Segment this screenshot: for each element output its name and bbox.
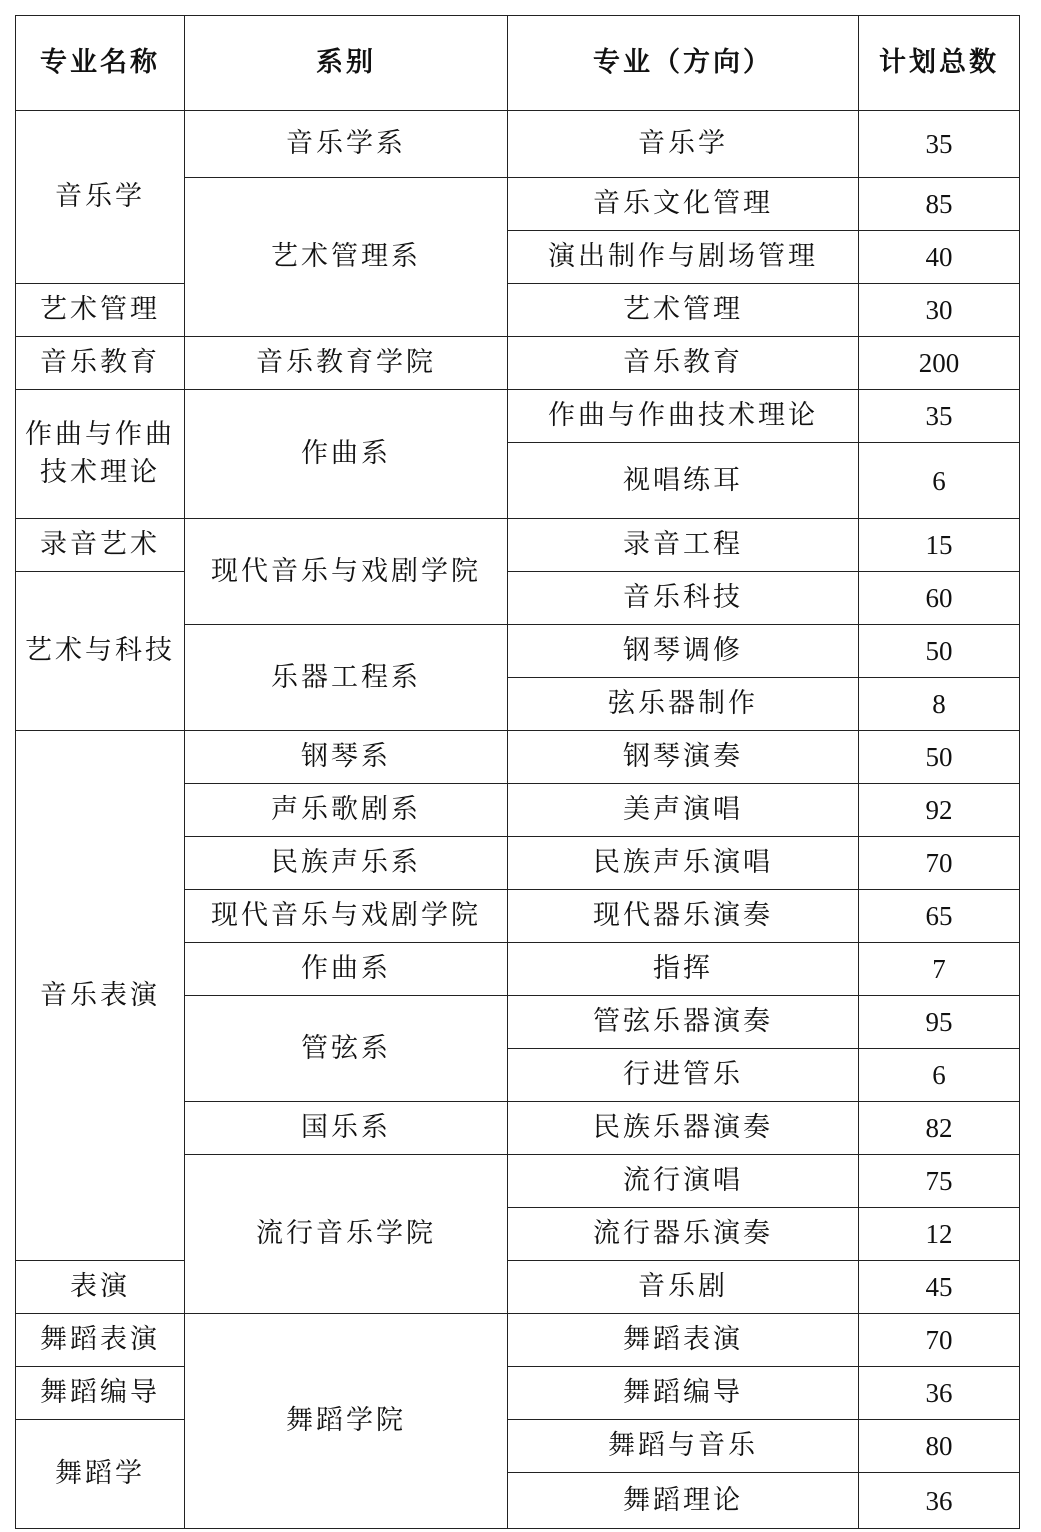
major-cell: 录音艺术 — [16, 519, 185, 572]
department-cell: 作曲系 — [185, 390, 508, 519]
direction-cell: 民族乐器演奏 — [508, 1102, 859, 1155]
direction-cell: 演出制作与剧场管理 — [508, 231, 859, 284]
direction-cell: 音乐学 — [508, 111, 859, 178]
direction-cell: 舞蹈编导 — [508, 1367, 859, 1420]
direction-cell: 舞蹈表演 — [508, 1314, 859, 1367]
plan-cell: 6 — [859, 443, 1020, 519]
direction-cell: 录音工程 — [508, 519, 859, 572]
plan-cell: 7 — [859, 943, 1020, 996]
department-cell: 管弦系 — [185, 996, 508, 1102]
department-cell: 声乐歌剧系 — [185, 784, 508, 837]
header-direction: 专业（方向） — [508, 16, 859, 111]
direction-cell: 音乐剧 — [508, 1261, 859, 1314]
table-row — [16, 1261, 1020, 1314]
direction-cell: 视唱练耳 — [508, 443, 859, 519]
plan-cell: 92 — [859, 784, 1020, 837]
direction-cell: 作曲与作曲技术理论 — [508, 390, 859, 443]
department-cell: 现代音乐与戏剧学院 — [185, 890, 508, 943]
plan-cell: 36 — [859, 1367, 1020, 1420]
department-cell: 民族声乐系 — [185, 837, 508, 890]
direction-cell: 钢琴演奏 — [508, 731, 859, 784]
table-row — [16, 1420, 1020, 1473]
plan-cell: 45 — [859, 1261, 1020, 1314]
direction-cell: 指挥 — [508, 943, 859, 996]
table-row — [16, 284, 1020, 337]
department-cell: 作曲系 — [185, 943, 508, 996]
enrollment-plan-table — [15, 15, 1020, 1529]
plan-cell: 60 — [859, 572, 1020, 625]
major-cell: 音乐表演 — [16, 731, 185, 1261]
direction-cell: 艺术管理 — [508, 284, 859, 337]
direction-cell: 民族声乐演唱 — [508, 837, 859, 890]
table-row — [16, 390, 1020, 443]
plan-cell: 50 — [859, 731, 1020, 784]
major-cell: 艺术与科技 — [16, 572, 185, 731]
department-cell: 国乐系 — [185, 1102, 508, 1155]
direction-cell: 钢琴调修 — [508, 625, 859, 678]
direction-cell: 美声演唱 — [508, 784, 859, 837]
major-cell: 舞蹈学 — [16, 1420, 185, 1529]
direction-cell: 舞蹈理论 — [508, 1473, 859, 1529]
direction-cell: 行进管乐 — [508, 1049, 859, 1102]
header-plan-total: 计划总数 — [859, 16, 1020, 111]
department-cell: 音乐教育学院 — [185, 337, 508, 390]
direction-cell: 弦乐器制作 — [508, 678, 859, 731]
direction-cell: 音乐科技 — [508, 572, 859, 625]
department-cell: 艺术管理系 — [185, 178, 508, 337]
major-cell: 舞蹈表演 — [16, 1314, 185, 1367]
plan-cell: 12 — [859, 1208, 1020, 1261]
plan-cell: 85 — [859, 178, 1020, 231]
department-cell: 流行音乐学院 — [185, 1155, 508, 1314]
major-cell: 作曲与作曲技术理论 — [16, 390, 185, 519]
plan-cell: 35 — [859, 390, 1020, 443]
plan-cell: 30 — [859, 284, 1020, 337]
department-cell: 舞蹈学院 — [185, 1314, 508, 1529]
plan-cell: 70 — [859, 1314, 1020, 1367]
direction-cell: 舞蹈与音乐 — [508, 1420, 859, 1473]
plan-cell: 50 — [859, 625, 1020, 678]
plan-cell: 40 — [859, 231, 1020, 284]
header-major: 专业名称 — [16, 16, 185, 111]
plan-cell: 200 — [859, 337, 1020, 390]
direction-cell: 流行器乐演奏 — [508, 1208, 859, 1261]
major-cell: 表演 — [16, 1261, 185, 1314]
department-cell: 音乐学系 — [185, 111, 508, 178]
direction-cell: 音乐教育 — [508, 337, 859, 390]
direction-cell: 管弦乐器演奏 — [508, 996, 859, 1049]
major-cell: 舞蹈编导 — [16, 1367, 185, 1420]
plan-cell: 80 — [859, 1420, 1020, 1473]
plan-cell: 75 — [859, 1155, 1020, 1208]
table-row — [16, 1367, 1020, 1420]
department-cell: 现代音乐与戏剧学院 — [185, 519, 508, 625]
major-cell: 音乐教育 — [16, 337, 185, 390]
table-row — [16, 519, 1020, 572]
table-row — [16, 572, 1020, 625]
department-cell: 钢琴系 — [185, 731, 508, 784]
plan-cell: 6 — [859, 1049, 1020, 1102]
plan-cell: 82 — [859, 1102, 1020, 1155]
table-row — [16, 337, 1020, 390]
table-row — [16, 111, 1020, 178]
header-department: 系别 — [185, 16, 508, 111]
major-cell: 音乐学 — [16, 111, 185, 284]
plan-cell: 15 — [859, 519, 1020, 572]
plan-cell: 95 — [859, 996, 1020, 1049]
plan-cell: 8 — [859, 678, 1020, 731]
direction-cell: 现代器乐演奏 — [508, 890, 859, 943]
plan-cell: 35 — [859, 111, 1020, 178]
plan-cell: 36 — [859, 1473, 1020, 1529]
major-cell: 艺术管理 — [16, 284, 185, 337]
table-row — [16, 731, 1020, 784]
table-row — [16, 1314, 1020, 1367]
direction-cell: 流行演唱 — [508, 1155, 859, 1208]
department-cell: 乐器工程系 — [185, 625, 508, 731]
header-row — [16, 16, 1020, 111]
plan-cell: 65 — [859, 890, 1020, 943]
plan-cell: 70 — [859, 837, 1020, 890]
direction-cell: 音乐文化管理 — [508, 178, 859, 231]
